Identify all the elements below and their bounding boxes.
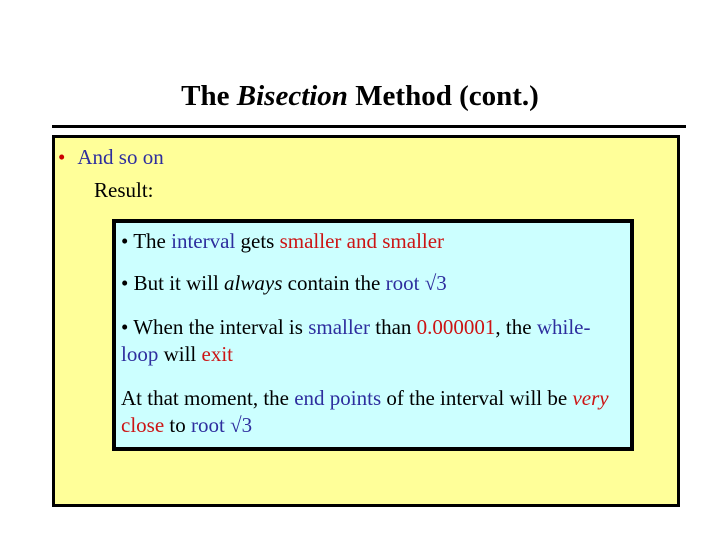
highlight-span: root xyxy=(191,413,225,437)
highlight-span: smaller xyxy=(308,315,370,339)
title-divider xyxy=(52,125,686,128)
bullet-icon: • xyxy=(121,315,129,339)
inner-bullet-2 xyxy=(121,270,621,297)
italic-span: always xyxy=(224,271,283,295)
text-span: than xyxy=(370,315,417,339)
sqrt3-symbol: √3 xyxy=(224,413,253,437)
text-span: At that moment, the xyxy=(121,386,295,410)
inner-bullet-1 xyxy=(121,228,621,255)
highlight-span: close xyxy=(121,413,165,437)
text-span: But it will xyxy=(133,271,225,295)
outer-bullet-line xyxy=(58,142,164,172)
title-text-pre: The xyxy=(181,80,237,112)
text-span: to xyxy=(164,413,191,437)
text-span: contain the xyxy=(282,271,386,295)
sqrt3-symbol: √3 xyxy=(419,271,447,295)
title-text-post: Method (cont.) xyxy=(347,80,539,112)
inner-bullet-3 xyxy=(121,314,621,368)
highlight-span: end points xyxy=(294,386,382,410)
text-span: of the interval will be xyxy=(381,386,573,410)
highlight-span: while-loop xyxy=(121,315,591,366)
bullet-icon: • xyxy=(58,145,66,169)
result-label: Result: xyxy=(94,178,154,202)
and-so-on-text: And so on xyxy=(77,145,164,169)
text-span: The xyxy=(133,229,172,253)
bullet-icon: • xyxy=(121,271,129,295)
text-span: , the xyxy=(495,315,537,339)
highlight-span: interval xyxy=(171,229,236,253)
slide-title xyxy=(0,79,720,113)
text-span: will xyxy=(158,342,202,366)
highlight-span: 0.000001 xyxy=(416,315,496,339)
title-text-italic: Bisection xyxy=(236,80,348,112)
text-span: When the interval is xyxy=(133,315,309,339)
text-span: gets xyxy=(235,229,280,253)
bullet-icon: • xyxy=(121,229,129,253)
italic-highlight-span: very xyxy=(572,386,609,410)
highlight-span: root xyxy=(385,271,420,295)
inner-conclusion xyxy=(121,385,621,439)
highlight-span: smaller and smaller xyxy=(279,229,445,253)
highlight-span: exit xyxy=(201,342,234,366)
